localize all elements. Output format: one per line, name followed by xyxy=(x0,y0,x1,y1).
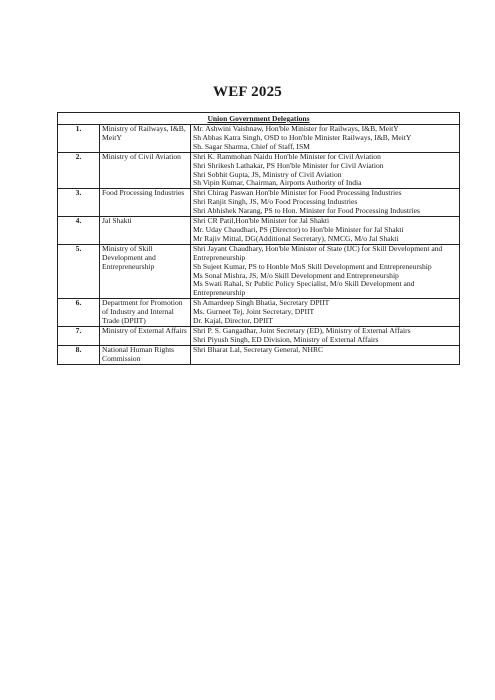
row-number: 7. xyxy=(58,326,100,345)
delegate-entry: Sh Abhas Katra Singh, OSD to Hon'ble Minister Railways, I&B, MeitY xyxy=(193,132,412,142)
delegate-entry: Shri Bharat Lal, Secretary General, NHRC xyxy=(193,344,324,354)
delegate-entry: Ms Swati Rahal, Sr Public Policy Specialist, M/o Skill Development and Entrepreneurship xyxy=(193,279,415,298)
delegation-members xyxy=(191,189,460,217)
table-row xyxy=(58,326,460,345)
delegate-entry: Mr. Ashwini Vaishnaw, Hon'ble Minister for Railways, I&B, MeitY xyxy=(193,124,399,133)
table-row xyxy=(58,189,460,217)
delegations-table-body xyxy=(58,113,460,365)
delegate-entry: Shri Piyush Singh, ED Division, Ministry of External Affairs xyxy=(193,334,379,344)
delegate-entry: Shri Shrikesh Lathakar, PS Hon'ble Minister for Civil Aviation xyxy=(193,160,384,170)
ministry-name: Ministry of Skill Development and Entrepreneurship xyxy=(100,244,191,298)
document-title: WEF 2025 xyxy=(213,84,282,100)
delegation-members xyxy=(191,217,460,245)
delegate-entry: Shri Sobhit Gupta, JS, Ministry of Civil Aviation xyxy=(193,169,342,179)
table-row xyxy=(58,217,460,245)
delegation-members xyxy=(191,244,460,298)
row-number: 8. xyxy=(58,345,100,364)
table-caption-row xyxy=(58,113,460,125)
delegation-members xyxy=(191,326,460,345)
ministry-name: Food Processing Industries xyxy=(100,189,191,217)
delegate-entry: Shri CR Patil,Hon'ble Minister for Jal Shakti xyxy=(193,216,330,226)
table-caption: Union Government Delegations xyxy=(58,113,460,125)
delegation-members xyxy=(191,125,460,153)
delegate-entry: Ms. Gurneet Tej, Joint Secretary, DPIIT xyxy=(193,307,315,317)
delegation-members xyxy=(191,345,460,364)
ministry-name: Ministry of Civil Aviation xyxy=(100,152,191,189)
row-number: 1. xyxy=(58,125,100,153)
delegate-entry: Sh Sujeet Kumar, PS to Honble MoS Skill Development and Entrepreneurship xyxy=(193,261,432,271)
row-number: 5. xyxy=(58,244,100,298)
table-row xyxy=(58,125,460,153)
delegate-entry: Mr. Uday Chaudhari, PS (Director) to Hon'ble Minister for Jal Shakti xyxy=(193,224,404,234)
delegate-entry: Shri Chirag Paswan Hon'ble Minister for Food Processing Industries xyxy=(193,188,402,198)
delegate-entry: Dr. Kajal, Director, DPIIT xyxy=(193,316,273,326)
ministry-name: Department for Promotion of Industry and Internal Trade (DPIIT) xyxy=(100,299,191,327)
delegate-entry: Sh Amardeep Singh Bhatia, Secretary DPIIT xyxy=(193,298,330,308)
table-row xyxy=(58,152,460,189)
table-row xyxy=(58,345,460,364)
row-number: 3. xyxy=(58,189,100,217)
table-row xyxy=(58,299,460,327)
ministry-name: Ministry of External Affairs xyxy=(100,326,191,345)
row-number: 6. xyxy=(58,299,100,327)
ministry-name: Jal Shakti xyxy=(100,217,191,245)
delegate-entry: Mr Rajiv Mittal, DG(Additional Secretary), NMCG, M/o Jal Shakti xyxy=(193,233,399,243)
delegate-entry: Shri Ranjit Singh, JS, M/o Food Processing Industries xyxy=(193,197,358,207)
row-number: 2. xyxy=(58,152,100,189)
delegate-entry: Ms Sonal Mishra, JS, M/o Skill Development and Entrepreneurship xyxy=(193,270,399,280)
delegate-entry: Shri Abhishek Narang, PS to Hon. Minister for Food Processing Industries xyxy=(193,206,420,216)
delegate-entry: Shri Jayant Chaudhary, Hon'ble Minister of State (IJC) for Skill Development and Entrepreneurship xyxy=(193,243,443,262)
delegate-entry: Sh Vipin Kumar, Chairman, Airports Authority of India xyxy=(193,178,362,188)
delegate-entry: Shri K. Rammohan Naidu Hon'ble Minister for Civil Aviation xyxy=(193,151,381,161)
delegation-members xyxy=(191,299,460,327)
ministry-name: Ministry of Railways, I&B, MeitY xyxy=(100,125,191,153)
delegation-members xyxy=(191,152,460,189)
delegate-entry: Sh. Sagar Sharma, Chief of Staff, ISM xyxy=(193,141,310,151)
delegations-table xyxy=(57,112,460,365)
delegate-entry: Shri P. S. Gangadhar, Joint Secretary (ED), Ministry of External Affairs xyxy=(193,325,411,335)
row-number: 4. xyxy=(58,217,100,245)
ministry-name: National Human Rights Commission xyxy=(100,345,191,364)
table-row xyxy=(58,244,460,298)
